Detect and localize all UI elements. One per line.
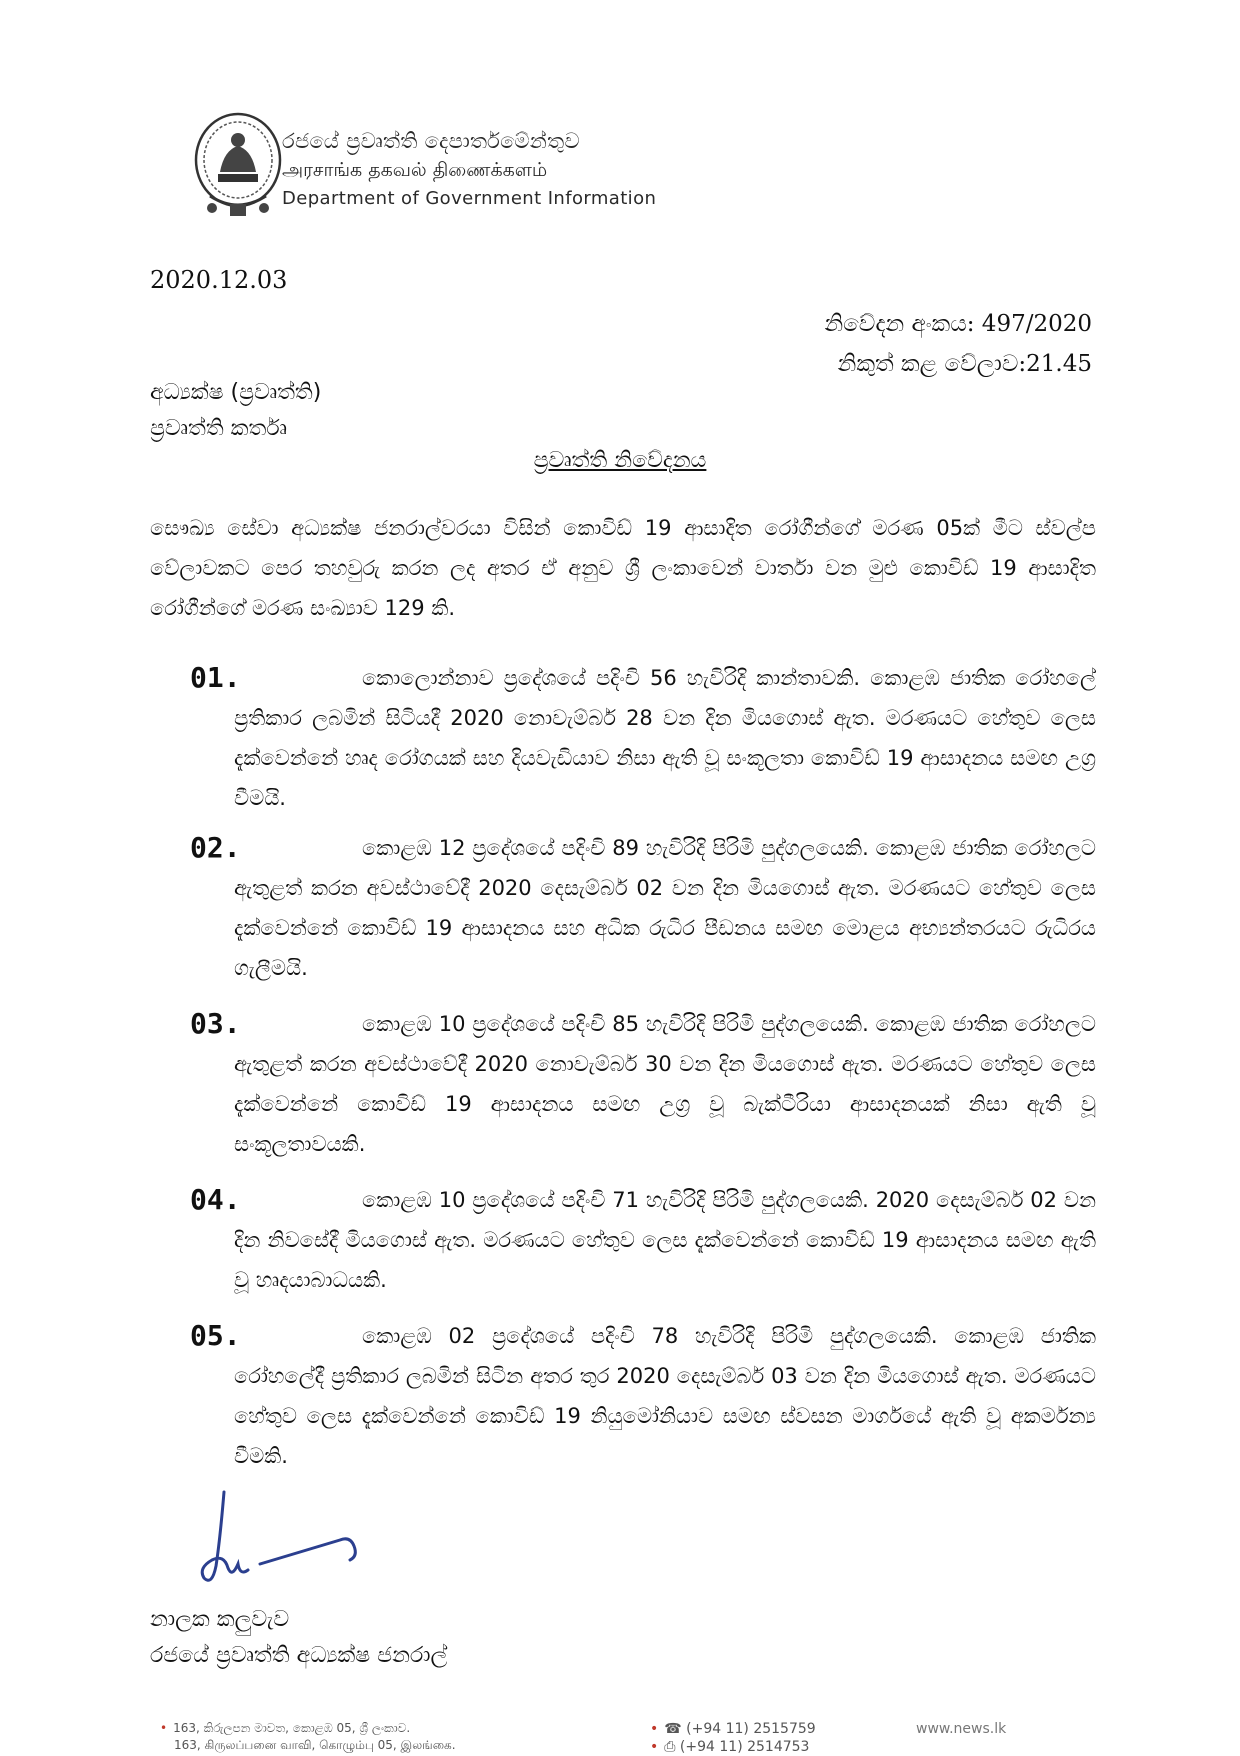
recipient-line: ප්‍රවෘත්ති කර්තෘ — [150, 416, 287, 441]
footer-contacts: • ☎ (+94 11) 2515759 • ⎙ (+94 11) 2514753 — [650, 1721, 816, 1755]
case-text: කොළඹ 12 ප්‍රදේශයේ පදිංචි 89 හැවිරිදි පිරිමි පුද්ගලයෙකි. කොළඹ ජාතික රෝහලට ඇතුළත් කරන අවස්ථාවේදී 2020 දෙසැම්බර් 02 වන දින මියගොස් ඇත. මරණයට හේතුව ලෙස දැක්වෙන්නේ කොවිඩ් 19 ආසාදනය සහ අධික රුධිර පීඩනය සමඟ මොළය අභ්‍යන්තරයට රුධිරය ගැලීමයි. — [234, 836, 1096, 980]
case-text: කොලොන්නාව ප්‍රදේශයේ පදිංචි 56 හැවිරිදි කාන්තාවකි. කොළඹ ජාතික රෝහලේ ප්‍රතිකාර ලබමින් සිටියදී 2020 නොවැම්බර් 28 වන දින මියගොස් ඇත. මරණයට හේතුව ලෙස දැක්වෙන්නේ හෘද රෝගයක් සහ දියවැඩියාව නිසා ඇති වූ සංකූලතා කොවිඩ් 19 ආසාදනය සමඟ උග්‍ර වීමයි. — [234, 666, 1096, 810]
case-number: 04. — [190, 1183, 241, 1216]
release-time: නිකුත් කළ වේලාව:21.45 — [837, 351, 1092, 377]
case-number: 05. — [190, 1319, 241, 1352]
signer-block — [150, 1602, 447, 1674]
case-number: 01. — [190, 661, 241, 694]
subject-heading: ප්‍රවෘත්ති නිවේදනය — [533, 448, 707, 473]
issue-date: 2020.12.03 — [150, 266, 288, 294]
case-text: කොළඹ 02 ප්‍රදේශයේ පදිංචි 78 හැවිරිදි පිරිමි පුද්ගලයෙකි. කොළඹ ජාතික රෝහලේදී ප්‍රතිකාර ලබමින් සිටින අතර තුර 2020 දෙසැම්බර් 03 වන දින මියගොස් ඇත. මරණයට හේතුව ලෙස දැක්වෙන්නේ කොවිඩ් 19 නියුමෝනියාව සමඟ ස්වසන මාර්ගයේ ඇති වූ අකර්මන්‍ය වීමකි. — [234, 1324, 1096, 1468]
reference-block — [824, 304, 1092, 384]
signer-name: නාලක කලුවැව — [150, 1607, 290, 1632]
address-tamil: 163, கிருலப்பனை வாவி, கொழும்பு 05, இலங்கை. — [174, 1738, 456, 1752]
case-text: කොළඹ 10 ප්‍රදේශයේ පදිංචි 85 හැවිරිදි පිරිමි පුද්ගලයෙකි. කොළඹ ජාතික රෝහලට ඇතුළත් කරන අවස්ථාවේදී 2020 නොවැම්බර් 30 වන දින මියගොස් ඇත. මරණයට හේතුව ලෙස දැක්වෙන්නේ කොවිඩ් 19 ආසාදනය සමඟ උග්‍ර වූ බැක්ටීරියා ආසාදනයක් නිසා ඇති වූ සංකූලතාවයකි. — [234, 1012, 1096, 1156]
phone-number: (+94 11) 2515759 — [686, 1721, 816, 1737]
phone-icon: ☎ — [664, 1721, 687, 1737]
department-name-sinhala: රජයේ ප්‍රවෘත්ති දෙපාර්තමේන්තුව — [282, 129, 580, 153]
case-text: කොළඹ 10 ප්‍රදේශයේ පදිංචි 71 හැවිරිදි පිරිමි පුද්ගලයෙකි. 2020 දෙසැම්බර් 02 වන දින නිවසේදී මියගොස් ඇත. මරණයට හේතුව ලෙස දැක්වෙන්නේ කොවිඩ් 19 ආසාදනය සමඟ ඇති වූ හෘදයාබාධයකි. — [234, 1188, 1096, 1292]
signature-icon — [190, 1490, 390, 1600]
case-number: 02. — [190, 831, 241, 864]
letterhead — [190, 110, 790, 225]
website-link[interactable]: www.news.lk — [916, 1721, 1007, 1737]
recipients — [150, 375, 321, 447]
department-name-english: Department of Government Information — [282, 188, 657, 209]
sri-lanka-emblem-icon — [190, 110, 286, 222]
signer-title: රජයේ ප්‍රවෘත්ති අධ්‍යක්ෂ ජනරාල් — [150, 1643, 448, 1668]
department-name-tamil: அரசாங்க தகவல் திணைக்களம் — [282, 159, 548, 181]
footer-address: • 163, කිරුලපන මාවත, කොළඹ 05, ශ්‍රී ලංකාව. 163, கிருலப்பனை வாவி, கொழும்பு 05, இலங்கை. — [160, 1721, 456, 1752]
fax-number: (+94 11) 2514753 — [679, 1739, 810, 1755]
fax-icon: ⎙ — [664, 1739, 680, 1755]
release-number: නිවේදන අංකය: 497/2020 — [824, 311, 1092, 337]
case-number: 03. — [190, 1007, 241, 1040]
footer — [160, 1720, 1080, 1754]
recipient-line: අධ්‍යක්ෂ (ප්‍රවෘත්ති) — [150, 380, 322, 405]
address-sinhala: 163, කිරුලපන මාවත, කොළඹ 05, ශ්‍රී ලංකාව. — [173, 1721, 411, 1735]
intro-paragraph: සෞඛ්‍ය සේවා අධ්‍යක්ෂ ජනරාල්වරයා විසින් කොවිඩ් 19 ආසාදිත රෝගීන්ගේ මරණ 05ක් මීට ස්වල්ප වේලාවකට පෙර තහවුරු කරන ලද අතර ඒ අනුව ශ්‍රී ලංකාවෙන් වාර්තා වන මුළු කොවිඩ් 19 ආසාදිත රෝගීන්ගේ මරණ සංඛ්‍යාව 129 කි. — [150, 516, 1096, 620]
